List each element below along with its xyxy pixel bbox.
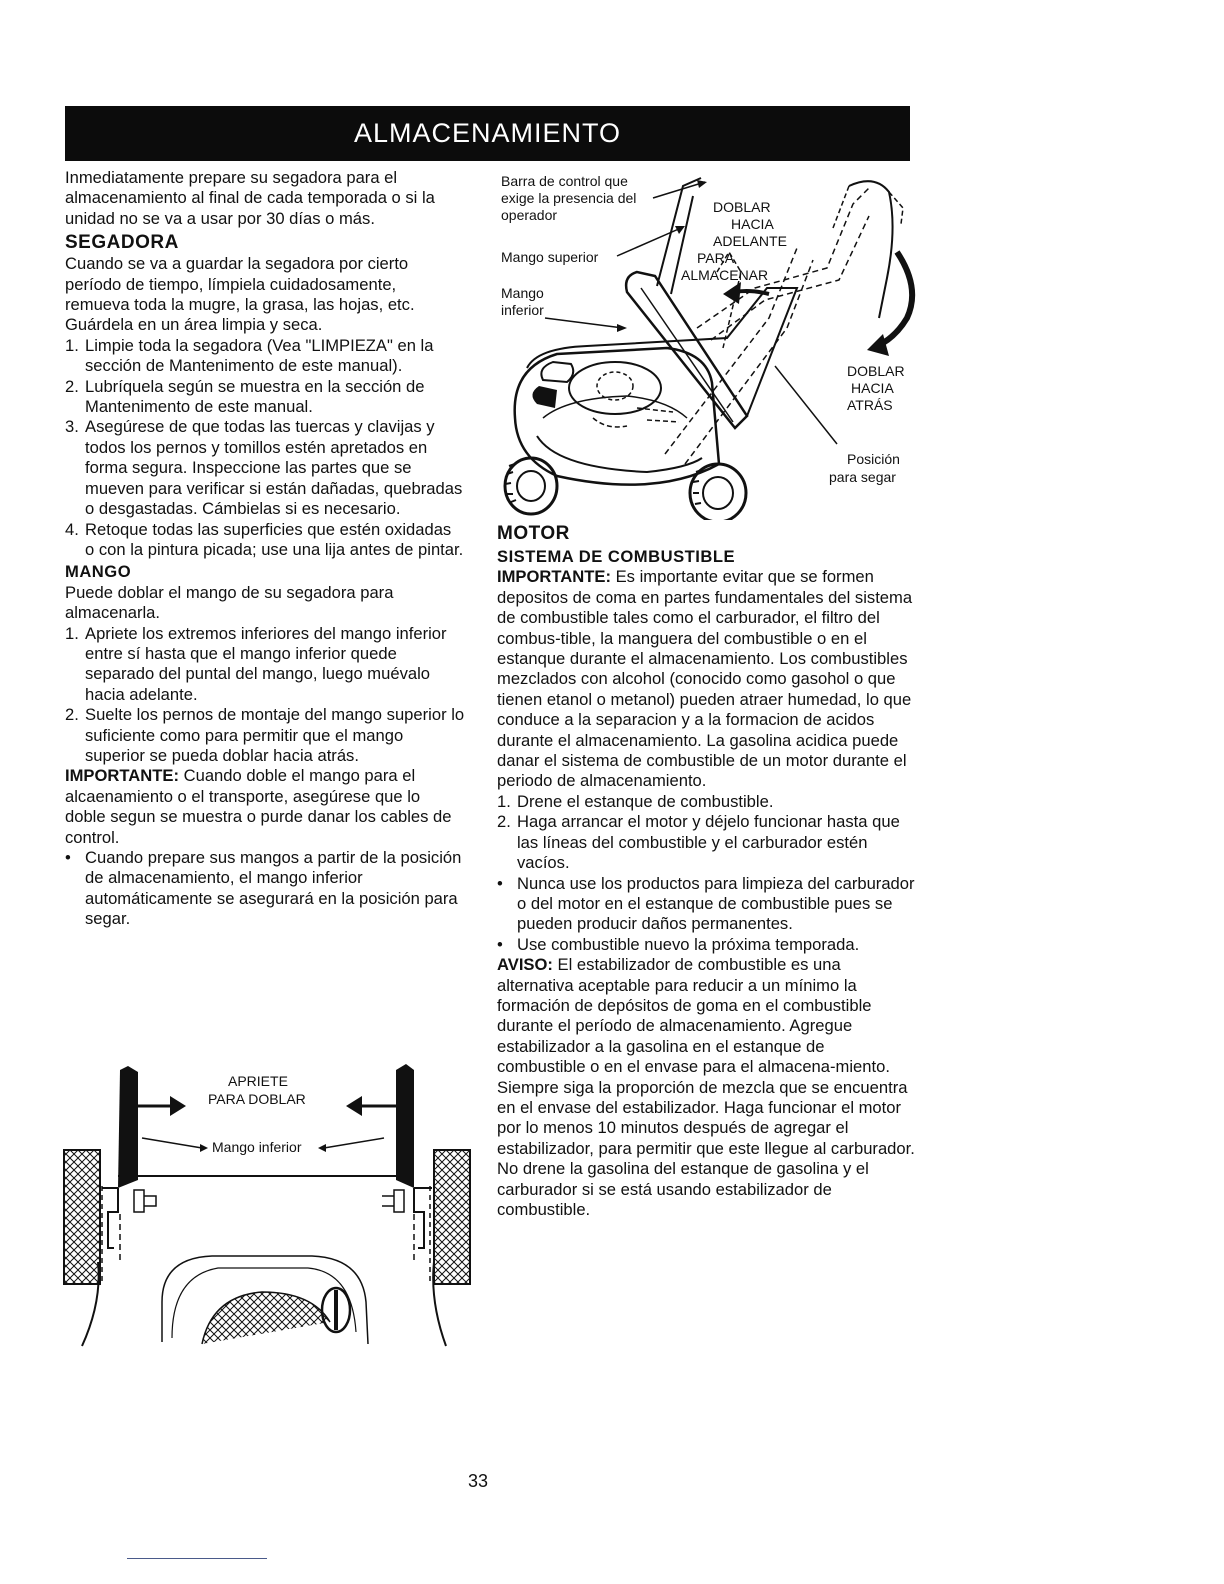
motor-bullets (497, 874, 915, 956)
label-squeeze-1: APRIETE (228, 1073, 288, 1089)
front-left-wheel (505, 458, 557, 514)
svg-text:ALMACENAR (681, 267, 768, 283)
list-item: 2. Suelte los pernos de montaje del mango superior lo suficiente como para permitir que el mango superior se pueda doblar hacia atrás. (65, 705, 465, 765)
aviso-paragraph: AVISO: El estabilizador de combustible es una alternativa aceptable para reducir a un mínimo la formación de depósitos de goma en el combustible durante el período de almacenamiento. Agregue estabilizador a la gasolina en el estanque de combustible o en el envase para el almacena-miento. Siempre siga la proporción de mezcla que se encuentra en el envase del estabilizador. Haga funcionar el motor por lo menos 10 minutos después de agregar el estabilizador, para permitir que este llegue al carburador. No drene la gasolina del estanque de gasolina y el carburador si se está usando estabilizador de combustible. (497, 955, 915, 1219)
svg-text:APRIETE (228, 1073, 288, 1089)
svg-text:Mango superior (501, 249, 599, 265)
svg-text:HACIA (731, 216, 774, 232)
label-lower-handle-2: inferior (501, 302, 544, 318)
intro-paragraph: Inmediatamente prepare su segadora para el almacenamiento al final de cada temporada o si la unidad no se va a usar por 30 días o más. (65, 168, 435, 228)
right-lower-handle (396, 1064, 414, 1188)
svg-text:Barra de control que (501, 173, 628, 189)
list-item: • Cuando prepare sus mangos a partir de la posición de almacenamiento, el mango inferior automáticamente se asegurará en la posición para segar. (65, 848, 462, 929)
list-item: 3. Asegúrese de que todas las tuercas y clavijas y todos los pernos y tomillos estén apretados en forma segura. Inspeccione las partes que se mueven para verificar si están dañadas, quebradas o desgastadas. Cámbielas si es necesario. (65, 417, 463, 519)
list-item: 1. Apriete los extremos inferiores del mango inferior entre sí hasta que el mango inferior quede separado del puntal del mango, luego muévalo hacia adelante. (65, 623, 447, 704)
page-number: 33 (468, 1471, 489, 1491)
label-forward-2: HACIA (731, 216, 774, 232)
svg-text:para segar (829, 469, 896, 485)
handle-frame (527, 288, 797, 416)
label-forward-4: PARA (697, 250, 735, 266)
squeeze-right-arrow-icon (346, 1096, 396, 1116)
label-forward-1: DOBLAR (713, 199, 771, 215)
label-bar-1: Barra de control que (501, 173, 628, 189)
mango-bullets (65, 848, 465, 930)
list-item: 2. Lubríquela según se muestra en la sección de Mantenimento de este manual. (65, 376, 425, 417)
svg-text:Mango inferior (212, 1139, 302, 1155)
label-forward-5: ALMACENAR (681, 267, 769, 283)
mango-paragraph: Puede doblar el mango de su segadora para almacenarla. (65, 582, 394, 623)
segadora-heading: SEGADORA (65, 232, 179, 254)
label-bar-3: operador (501, 207, 558, 223)
mango-list (65, 624, 465, 767)
list-item: 4. Retoque todas las superficies que estén oxidadas o con la pintura picada; use una lija antes de pintar. (65, 519, 464, 559)
label-lower-handle-1: Mango (501, 285, 544, 301)
label-position-1: Posición (847, 451, 900, 467)
right-column (497, 520, 915, 1220)
left-wheel (64, 1150, 100, 1284)
right-wheel (434, 1150, 470, 1284)
label-upper-handle: Mango superior (501, 249, 599, 265)
label-bar-2: exige la presencia del (501, 190, 637, 206)
label-back-3: ATRÁS (847, 397, 893, 413)
svg-text:ATRÁS (847, 397, 893, 413)
fuel-system-heading: SISTEMA DE COMBUSTIBLE (497, 547, 736, 566)
list-item: 2. Haga arrancar el motor y déjelo funcionar hasta que las líneas del combustible y el carburador estén vacíos. (497, 812, 900, 873)
motor-important: IMPORTANTE: Es importante evitar que se formen depositos de coma en partes fundamentales del sistema de combustible tales como el carburador, el filtro del combus-tible, la manguera del combustible o en el estanque durante el almacenamiento. Los combustibles mezclados con alcohol (conocido como gasohol o que tienen etanol o metanol) pueden atraer humedad, lo que conduce a la separacion y a la formacion de acidos durante el almacenamiento. La gasolina acidica puede danar el sistema de combustible de un motor durante el periodo de almacenamiento. (497, 567, 913, 791)
squeeze-left-arrow-icon (138, 1096, 186, 1116)
list-item: • Nunca use los productos para limpieza del carburador o del motor en el estanque de combustible pues se pueden producir daños permanentes. (497, 873, 915, 934)
svg-text:PARA DOBLAR (208, 1091, 306, 1107)
handle-squeeze-figure (62, 1062, 474, 1350)
footer-rule (127, 1558, 267, 1559)
motor-heading: MOTOR (497, 523, 570, 544)
list-item: • Use combustible nuevo la próxima temporada. (497, 934, 860, 954)
svg-text:DOBLAR (713, 199, 771, 215)
svg-text:Mango (501, 285, 544, 301)
mango-important: IMPORTANTE: Cuando doble el mango para el alcaenamiento o el transporte, asegúrese que lo doble segun se muestra o purde danar los cables de control. (65, 766, 452, 847)
svg-text:Posición (847, 451, 900, 467)
list-item: 1. Drene el estanque de combustible. (497, 791, 774, 811)
svg-text:operador (501, 207, 557, 223)
engine (532, 362, 679, 427)
mower-fold-figure (497, 168, 917, 520)
label-squeeze-2: PARA DOBLAR (208, 1091, 306, 1107)
fold-forward-arrow-icon (723, 282, 769, 304)
svg-text:inferior (501, 302, 544, 318)
svg-text:PARA (697, 250, 735, 266)
label-back-1: DOBLAR (847, 363, 905, 379)
mango-heading: MANGO (65, 562, 132, 582)
left-lower-handle (118, 1066, 138, 1188)
label-back-2: HACIA (851, 380, 894, 396)
page-title: ALMACENAMIENTO (65, 106, 910, 161)
svg-text:ADELANTE (713, 233, 787, 249)
segadora-paragraph: Cuando se va a guardar la segadora por cierto período de tiempo, límpiela cuidadosamente, remueva toda la mugre, la grasa, las hojas, etc. Guárdela en un área limpia y seca. (65, 254, 415, 335)
svg-text:exige la presencia del (501, 190, 636, 206)
segadora-list (65, 336, 465, 560)
label-position-2: para segar (829, 469, 896, 485)
label-forward-3: ADELANTE (713, 233, 787, 249)
left-column (65, 168, 465, 930)
list-item: 1. Limpie toda la segadora (Vea "LIMPIEZA" en la sección de Mantenimento de este manual). (65, 335, 434, 376)
svg-text:DOBLAR (847, 363, 905, 379)
label-lower-handle: Mango inferior (212, 1139, 302, 1155)
svg-text:HACIA (851, 380, 894, 396)
motor-list (497, 792, 915, 874)
